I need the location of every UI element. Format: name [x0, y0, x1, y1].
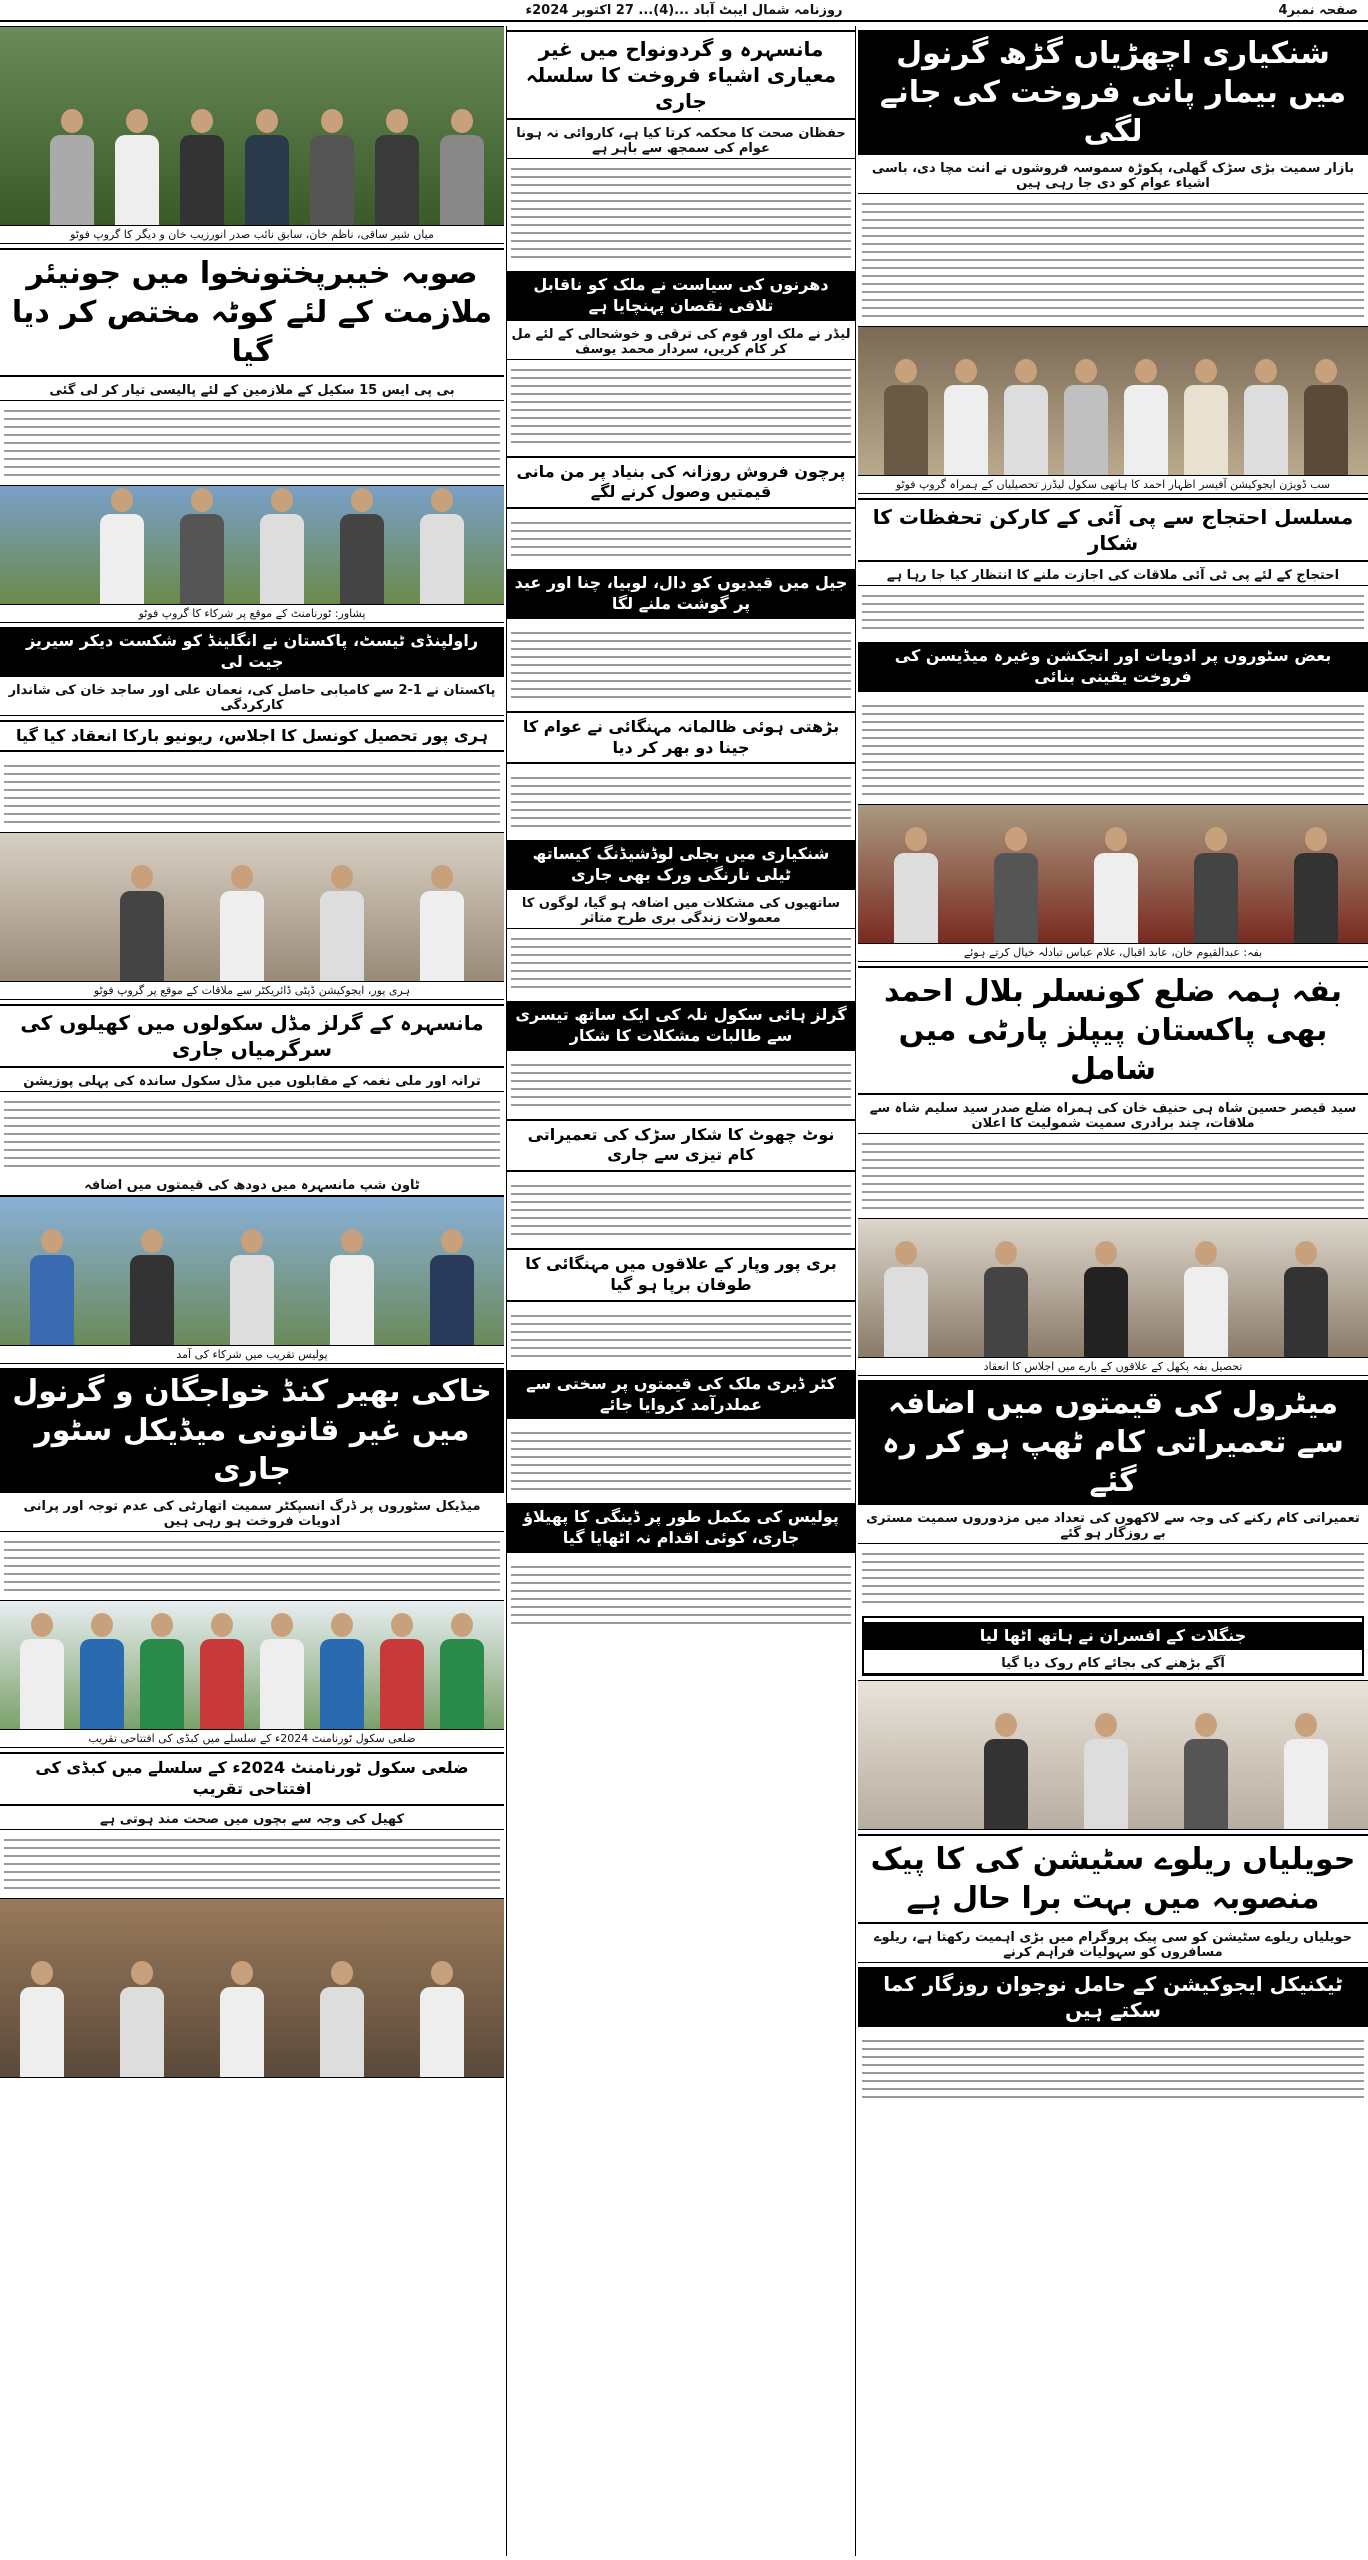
- article-body: [858, 1544, 1368, 1612]
- article-body: [858, 586, 1368, 638]
- subheadline: میڈیکل سٹوروں پر ڈرگ انسپکٹر سمیت اتھارٹی کی عدم توجہ اور پرانی ادویات فروخت ہو رہی ہیں: [0, 1497, 504, 1532]
- subheadline: ترانہ اور ملی نغمہ کے مقابلوں میں مڈل سکول ساندہ کی پہلی پوزیشن: [0, 1072, 504, 1092]
- headline: جیل میں قیدیوں کو دال، لوبیا، چنا اور عید پر گوشت ملنے لگا: [507, 569, 855, 619]
- article-body: [507, 929, 855, 997]
- article-body: [0, 756, 504, 832]
- article-body: [0, 1532, 504, 1600]
- headline: بری پور وپار کے علاقوں میں مہنگائی کا طوفان برپا ہو گیا: [507, 1248, 855, 1302]
- article-body: [0, 401, 504, 485]
- headline: صوبہ خیبرپختونخوا میں جونیئر ملازمت کے لئے کوٹہ مختص کر دیا گیا: [0, 248, 504, 377]
- subheadline: ساتھیوں کی مشکلات میں اضافہ ہو گیا، لوگوں کا معمولات زندگی بری طرح متاثر: [507, 894, 855, 929]
- subheadline: ٹاون شپ مانسہرہ میں دودھ کی قیمتوں میں اضافہ: [0, 1176, 504, 1196]
- article-body: [858, 696, 1368, 804]
- headline: راولپنڈی ٹیسٹ، پاکستان نے انگلینڈ کو شکست دیکر سیریز جیت لی: [0, 627, 504, 677]
- subheadline: بی پی ایس 15 سکیل کے ملازمین کے لئے پالیسی تیار کر لی گئی: [0, 381, 504, 401]
- headline: دھرنوں کی سیاست نے ملک کو ناقابل تلافی نقصان پہنچایا ہے: [507, 271, 855, 321]
- news-photo: [858, 326, 1368, 476]
- middle-column: [506, 26, 856, 2556]
- masthead: [0, 0, 1368, 22]
- article-body: [507, 1176, 855, 1244]
- headline: ٹیکنیکل ایجوکیشن کے حامل نوجوان روزگار کما سکتے ہیں: [858, 1967, 1368, 2027]
- news-photo: [0, 1600, 504, 1730]
- headline: نوٹ چھوٹ کا شکار سڑک کی تعمیراتی کام تیزی سے جاری: [507, 1119, 855, 1173]
- news-photo: [858, 1218, 1368, 1358]
- subheadline: سید قیصر حسین شاہ ہی حنیف خان کی ہمراہ ضلع صدر سید سلیم شاہ سے ملاقات، چند برادری سمیت شمولیت کا اعلان: [858, 1099, 1368, 1134]
- article-body: [858, 2031, 1368, 2107]
- headline: کٹر ڈیری ملک کی قیمتوں پر سختی سے عملدرآمد کروایا جائے: [507, 1370, 855, 1420]
- headline: جنگلات کے افسران نے ہاتھ اٹھا لیا: [864, 1622, 1362, 1651]
- news-photo: [858, 1680, 1368, 1830]
- subheadline: آگے بڑھنے کی بجائے کام روک دیا گیا: [864, 1654, 1362, 1674]
- news-photo: [0, 1196, 504, 1346]
- headline: خاکی بھیر کنڈ خواجگان و گرنول میں غیر قانونی میڈیکل سٹور جاری: [0, 1368, 504, 1493]
- article-body: [858, 194, 1368, 326]
- photo-caption: میاں شیر ساقی، ناظم خان، سابق نائب صدر انورزیب خان و دیگر کا گروپ فوٹو: [0, 226, 504, 244]
- subheadline: بازار سمیت بڑی سڑک گھلی، پکوڑہ سموسہ فروشوں نے انت مچا دی، باسی اشیاء عوام کو دی جا رہی ہیں: [858, 159, 1368, 194]
- subheadline: تعمیراتی کام رکنے کی وجہ سے لاکھوں کی تعداد میں مزدوروں سمیت مستری بے روزگار ہو گئے: [858, 1509, 1368, 1544]
- article-body: [507, 513, 855, 565]
- subheadline: حویلیاں ریلوے سٹیشن کو سی پیک پروگرام میں بڑی اہمیت رکھتا ہے، ریلوے مسافروں کو سہولیات فراہم کرنے: [858, 1928, 1368, 1963]
- headline: ہری پور تحصیل کونسل کا اجلاس، ریونیو بارکا انعقاد کیا گیا: [0, 720, 504, 753]
- news-photo: [858, 804, 1368, 944]
- article-body: [507, 768, 855, 836]
- article-body: [858, 1134, 1368, 1218]
- news-photo: [0, 832, 504, 982]
- article-body: [507, 1423, 855, 1499]
- headline: پرچون فروش روزانہ کی بنیاد پر من مانی قیمتیں وصول کرنے لگے: [507, 456, 855, 510]
- date-line: روزنامہ شمال ایبٹ آباد ...(4)... 27 اکتوبر 2024ء: [525, 2, 843, 18]
- news-photo: [0, 26, 504, 226]
- article-body: [507, 1306, 855, 1366]
- article-body: [507, 360, 855, 452]
- boxed-story: [862, 1616, 1364, 1677]
- headline: شنکیاری اچھڑیاں گڑھ گرنول میں بیمار پانی فروخت کی جانے لگی: [858, 30, 1368, 155]
- headline: حویلیاں ریلوے سٹیشن کی کا پیک منصوبہ میں بہت برا حال ہے: [858, 1834, 1368, 1924]
- headline: بڑھتی ہوئی ظالمانہ مہنگائی نے عوام کا جینا دو بھر کر دیا: [507, 711, 855, 765]
- photo-caption: تحصیل بفہ پکھل کے علاقوں کے بارے میں اجلاس کا انعقاد: [858, 1358, 1368, 1376]
- right-column: [858, 26, 1368, 2556]
- headline: بعض سٹوروں پر ادویات اور انجکشن وغیرہ میڈیسن کی فروخت یقینی بنائی: [858, 642, 1368, 692]
- subheadline: احتجاج کے لئے پی ٹی آئی ملاقات کی اجازت ملنے کا انتظار کیا جا رہا ہے: [858, 566, 1368, 586]
- photo-caption: بفہ: عبدالقیوم خان، عابد اقبال، غلام عباس تبادلہ خیال کرتے ہوئے: [858, 944, 1368, 962]
- photo-caption: سب ڈویژن ایجوکیشن آفیسر اظہار احمد کا ہاتھی سکول لیڈرز تحصیلیاں کے ہمراہ گروپ فوٹو: [858, 476, 1368, 494]
- headline: گرلز ہائی سکول نلہ کی ایک ساتھ تیسری سے طالبات مشکلات کا شکار: [507, 1001, 855, 1051]
- left-column: [0, 26, 504, 2556]
- article-body: [0, 1092, 504, 1176]
- headline: بفہ ہمہ ضلع کونسلر بلال احمد بھی پاکستان پیپلز پارٹی میں شامل: [858, 966, 1368, 1095]
- page-number: صفحہ نمبر4: [1278, 2, 1358, 18]
- headline: پولیس کی مکمل طور پر ڈینگی کا پھیلاؤ جاری، کوئی اقدام نہ اٹھایا گیا: [507, 1503, 855, 1553]
- subheadline: حفظان صحت کا محکمہ کرتا کیا ہے، کاروائی نہ ہونا عوام کی سمجھ سے باہر ہے: [507, 124, 855, 159]
- news-photo: [0, 485, 504, 605]
- photo-caption: ہری پور، ایجوکیشن ڈپٹی ڈائریکٹر سے ملاقات کے موقع پر گروپ فوٹو: [0, 982, 504, 1000]
- article-body: [507, 1055, 855, 1115]
- photo-caption: ضلعی سکول ٹورنامنٹ 2024ء کے سلسلے میں کبڈی کی افتتاحی تقریب: [0, 1730, 504, 1748]
- article-body: [507, 1557, 855, 1633]
- subheadline: لیڈر نے ملک اور قوم کی ترقی و خوشحالی کے لئے مل کر کام کریں، سردار محمد یوسف: [507, 325, 855, 360]
- headline: مسلسل احتجاج سے پی آئی کے کارکن تحفظات کا شکار: [858, 498, 1368, 562]
- article-body: [507, 159, 855, 267]
- headline: مانسہرہ کے گرلز مڈل سکولوں میں کھیلوں کی سرگرمیاں جاری: [0, 1004, 504, 1068]
- headline: میٹرول کی قیمتوں میں اضافہ سے تعمیراتی کام ٹھپ ہو کر رہ گئے: [858, 1380, 1368, 1505]
- subheadline: کھیل کی وجہ سے بچوں میں صحت مند ہوتی ہے: [0, 1810, 504, 1830]
- headline: شنکیاری میں بجلی لوڈشیڈنگ کیساتھ ٹیلی نارنگی ورک بھی جاری: [507, 840, 855, 890]
- article-body: [0, 1830, 504, 1898]
- news-photo: [0, 1898, 504, 2078]
- headline: ضلعی سکول ٹورنامنٹ 2024ء کے سلسلے میں کبڈی کی افتتاحی تقریب: [0, 1752, 504, 1806]
- article-body: [507, 623, 855, 707]
- headline: مانسہرہ و گردونواح میں غیر معیاری اشیاء فروخت کا سلسلہ جاری: [507, 30, 855, 120]
- subheadline: پاکستان نے 1-2 سے کامیابی حاصل کی، نعمان علی اور ساجد خان کی شاندار کارکردگی: [0, 681, 504, 716]
- photo-caption: پولیس تقریب میں شرکاء کی آمد: [0, 1346, 504, 1364]
- photo-caption: پشاور: ٹورنامنٹ کے موقع پر شرکاء کا گروپ فوٹو: [0, 605, 504, 623]
